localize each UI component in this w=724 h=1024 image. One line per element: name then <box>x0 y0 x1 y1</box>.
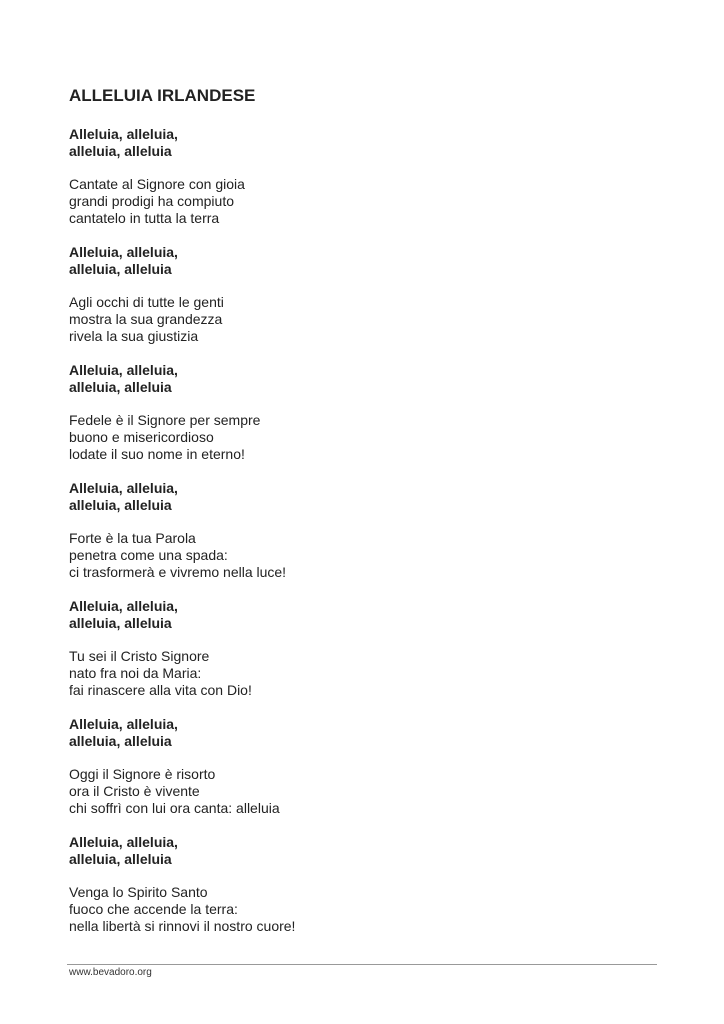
lyric-line: alleluia, alleluia <box>69 497 172 513</box>
lyric-line: chi soffrì con lui ora canta: alleluia <box>69 800 280 816</box>
song-lyrics <box>69 126 669 952</box>
lyric-line: fuoco che accende la terra: <box>69 901 238 917</box>
lyric-line: Alleluia, alleluia, <box>69 244 178 260</box>
footer-divider <box>67 964 657 965</box>
lyric-line: grandi prodigi ha compiuto <box>69 193 234 209</box>
chorus-stanza <box>69 834 669 868</box>
lyric-line: alleluia, alleluia <box>69 615 172 631</box>
lyric-line: Agli occhi di tutte le genti <box>69 294 224 310</box>
lyric-line: Venga lo Spirito Santo <box>69 884 208 900</box>
lyric-line: alleluia, alleluia <box>69 851 172 867</box>
lyric-line: Alleluia, alleluia, <box>69 362 178 378</box>
verse-stanza <box>69 294 669 345</box>
lyric-line: nella libertà si rinnovi il nostro cuore! <box>69 918 296 934</box>
lyric-line: Alleluia, alleluia, <box>69 716 178 732</box>
lyric-line: alleluia, alleluia <box>69 261 172 277</box>
lyric-line: alleluia, alleluia <box>69 733 172 749</box>
lyric-line: Cantate al Signore con gioia <box>69 176 245 192</box>
lyric-line: ora il Cristo è vivente <box>69 783 200 799</box>
lyric-line: Tu sei il Cristo Signore <box>69 648 210 664</box>
lyric-line: ci trasformerà e vivremo nella luce! <box>69 564 287 580</box>
footer-website: www.bevadoro.org <box>69 967 152 978</box>
chorus-stanza <box>69 362 669 396</box>
lyric-line: rivela la sua giustizia <box>69 328 199 344</box>
lyric-line: Oggi il Signore è risorto <box>69 766 216 782</box>
chorus-stanza <box>69 480 669 514</box>
lyric-line: Alleluia, alleluia, <box>69 480 178 496</box>
lyric-line: penetra come una spada: <box>69 547 228 563</box>
verse-stanza <box>69 412 669 463</box>
verse-stanza <box>69 530 669 581</box>
lyric-line: Alleluia, alleluia, <box>69 834 178 850</box>
chorus-stanza <box>69 598 669 632</box>
chorus-stanza <box>69 126 669 160</box>
lyric-line: nato fra noi da Maria: <box>69 665 202 681</box>
lyric-line: cantatelo in tutta la terra <box>69 210 220 226</box>
lyric-line: Fedele è il Signore per sempre <box>69 412 261 428</box>
verse-stanza <box>69 176 669 227</box>
lyric-line: lodate il suo nome in eterno! <box>69 446 245 462</box>
page-title: ALLELUIA IRLANDESE <box>69 86 256 105</box>
lyric-line: buono e misericordioso <box>69 429 214 445</box>
lyric-line: Alleluia, alleluia, <box>69 126 178 142</box>
lyric-line: alleluia, alleluia <box>69 379 172 395</box>
verse-stanza <box>69 884 669 935</box>
lyric-line: Alleluia, alleluia, <box>69 598 178 614</box>
lyric-line: fai rinascere alla vita con Dio! <box>69 682 252 698</box>
lyric-line: Forte è la tua Parola <box>69 530 196 546</box>
verse-stanza <box>69 766 669 817</box>
verse-stanza <box>69 648 669 699</box>
lyric-line: mostra la sua grandezza <box>69 311 223 327</box>
chorus-stanza <box>69 716 669 750</box>
chorus-stanza <box>69 244 669 278</box>
lyric-line: alleluia, alleluia <box>69 143 172 159</box>
